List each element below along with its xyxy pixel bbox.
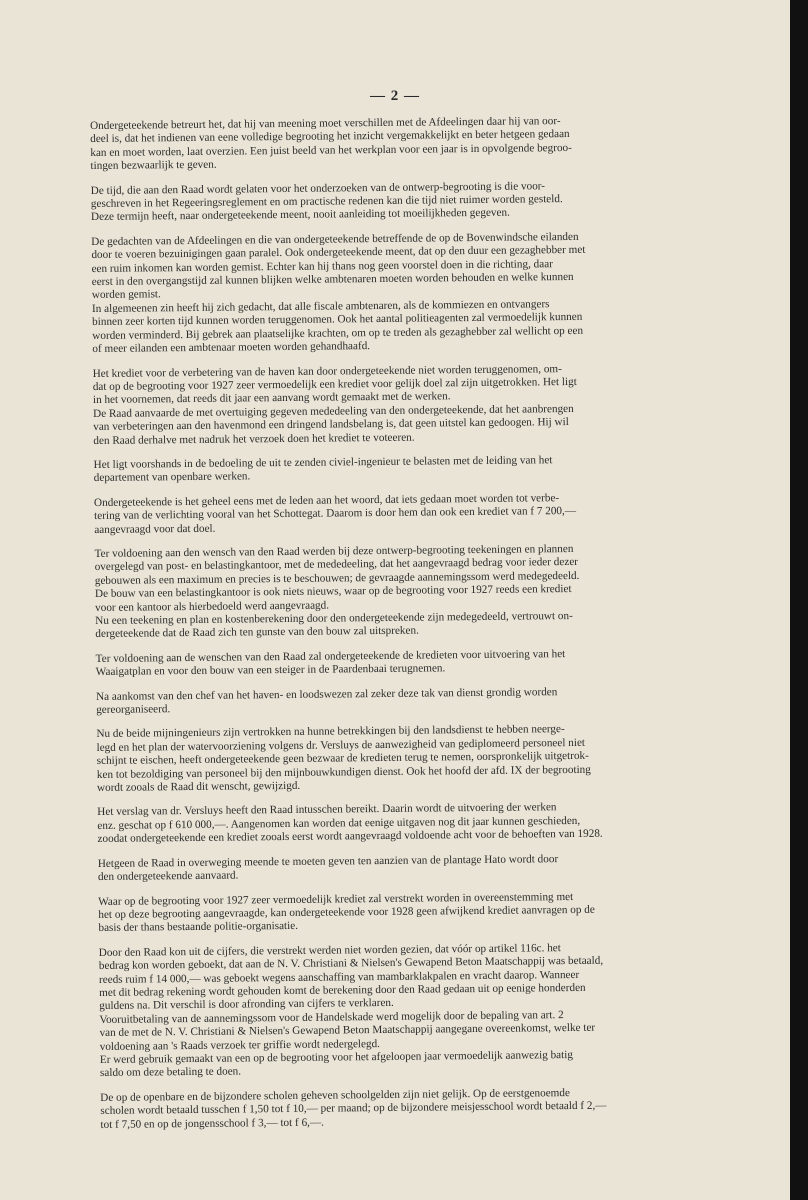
text-line: departement van openbare werken.	[93, 470, 251, 485]
text-line: door te voeren bezuinigingen gaan paralel. Ook ondergeteekende meent, dat op den duur een gezaghebber met	[91, 244, 586, 262]
text-line: dergeteekende dat de Raad zich ten gunste van den bouw zal uitspreken.	[95, 624, 419, 641]
text-line: binnen zeer korten tijd kunnen worden teruggenomen. Ook het aantal politieagenten zal vermoedelijk kunnen	[92, 311, 583, 329]
paragraph	[94, 452, 759, 486]
text-line: Nu de beide mijningenieurs zijn vertrokken na hunne betrekkingen bij den landsdienst te hebben neerge-	[96, 723, 565, 741]
text-line: ken tot bezoldiging van personeel bij den mijnbouwkundigen dienst. Ook het hoofd der afd. IX der begrooting	[96, 763, 591, 781]
text-line: Waar op de begrooting voor 1927 zeer vermoedelijk krediet zal verstrekt worden in overeenstemming met	[98, 890, 574, 908]
text-line: tering van de verlichting vooral van het Schottegat. Daarom is door hem dan ook een krediet van f 7 200,—	[94, 505, 577, 523]
paragraph	[90, 113, 756, 174]
paragraph	[93, 361, 759, 448]
text-line: saldo om deze betaling te doen.	[99, 1065, 242, 1080]
text-line: wordt zooals de Raad dit wenscht, gewijzigd.	[96, 779, 301, 795]
text-line: aangevraagd voor dat doel.	[94, 522, 216, 536]
scan-edge	[790, 0, 808, 1200]
text-line: Het ligt voorshands in de bedoeling de uit te zenden civiel-ingenieur te belasten met de leiding van het	[93, 454, 553, 471]
paragraph	[100, 1085, 765, 1132]
text-line: voldoening aan 's Raads verzoek ter griffie wordt nedergelegd.	[99, 1037, 381, 1053]
text-line: Het krediet voor de verbetering van de haven kan door ondergeteekende niet worden teruggenomen, om-	[92, 362, 562, 380]
text-line: worden gemist.	[91, 288, 161, 302]
text-line: zoodat ondergeteekende een krediet zooals eerst wordt aangevraagd voldoende acht voor de behoeften van 1928.	[97, 827, 603, 846]
text-line: van verbeteringen aan den havenmond een dringend landsbelang is, dat geen uitstel kan gedoogen. Hij wil	[93, 416, 569, 434]
text-line: het op deze begrooting aangevraagde, kan ondergeteekende voor 1928 geen afwijkend krediet aanvragen op de	[98, 903, 595, 921]
text-line: met dit bedrag rekening wordt gehouden komt de berekening door den Raad gedaan uit op eenige honderden	[99, 981, 586, 999]
text-line: scholen wordt betaald tusschen f 1,50 tot f 10,— per maand; op de bijzondere meisjesschool wordt betaald f 2,—	[100, 1099, 607, 1118]
text-line: dat op de begrooting voor 1927 zeer vermoedelijk een krediet voor gelijk doel zal zijn uitgetrokken. Het ligt	[92, 375, 577, 393]
text-line: Ondergeteekende betreurt het, dat hij van meening moet verschillen met de Afdeelingen daar hij van oor-	[90, 115, 561, 132]
paragraph	[94, 541, 760, 642]
text-line: Hetgeen de Raad in overweging meende te moeten geven ten aanzien van de plantage Hato wordt door	[97, 852, 559, 870]
text-line: Het verslag van dr. Versluys heeft den Raad intusschen bereikt. Daarin wordt de uitvoering der werken	[97, 801, 557, 819]
text-line: reeds ruim f 14 000,— was geboekt wegens aanschaffing van mambarklakpalen en vracht daarop. Wanneer	[98, 968, 580, 986]
text-line: gereorganiseerd.	[96, 703, 171, 716]
text-line: worden verminderd. Bij gebrek aan plaatselijke krachten, om op te treden als gezaghebber zal wellicht op een	[92, 324, 584, 342]
text-line: De bouw van een belastingkantoor is ook niets nieuws, waar op de begrooting voor 1927 reeds een krediet	[94, 583, 572, 601]
text-line: kan en moet worden, laat overzien. Een juist beeld van het werkplan voor een jaar is in opvolgende begroo-	[90, 141, 572, 159]
document-body	[90, 113, 766, 1143]
text-line: De op de openbare en de bijzondere scholen geheven schoolgelden zijn niet gelijk. Op de eerstgenoemde	[100, 1086, 570, 1104]
text-line: bedrag kon worden geboekt, dat aan de N. V. Christiani & Nielsen's Gewapend Beton Maatschappij was betaald,	[98, 954, 604, 973]
text-line: Vooruitbetaling van de aannemingssom voor de Handelskade werd mogelijk door de bepaling van art. 2	[99, 1008, 564, 1026]
text-line: gebouwen als een maximum en precies is te beschouwen; de gevraagde aannemingssom werd medegedeeld.	[94, 569, 580, 587]
text-line: eerst in den overgangstijd zal kunnen blijken welke ambtenaren moeten worden behouden en welke kunnen	[91, 271, 574, 289]
paragraph	[96, 646, 761, 680]
text-line: voor een kantoor als hierbedoeld werd aangevraagd.	[95, 599, 330, 614]
text-line: overgelegd van post- en belastingkantoor, met de mededeeling, dat het aangevraagd bedrag voor ieder dezer	[94, 556, 579, 574]
paragraph	[91, 178, 756, 225]
text-line: den Raad derhalve met nadruk het verzoek doen het krediet te voteeren.	[93, 431, 415, 447]
text-line: In algemeenen zin heeft hij zich gedacht, dat alle fiscale ambtenaren, als de kommiezen en ontvangers	[91, 298, 550, 315]
text-line: tingen bezwaarlijk te geven.	[90, 158, 217, 173]
text-line: enz. geschat op f 610 000,—. Aangenomen kan worden dat eenige uitgaven nog dit jaar kunnen geschieden,	[97, 814, 581, 832]
text-line: Ondergeteekende is het geheel eens met de leden aan het woord, dat iets gedaan moet worden tot verbe-	[93, 491, 560, 509]
text-line: legd en het plan der watervoorziening volgens dr. Versluys de aanwezigheid van gediplomeerd personeel niet	[96, 736, 586, 754]
text-line: den ondergeteekende aanvaard.	[97, 869, 239, 884]
text-line: deel is, dat het indienen van eene volledige begrooting het inzicht vergemakkelijkt en beter hetgeen gedaan	[90, 128, 570, 146]
paragraph	[98, 888, 763, 935]
text-line: of meer eilanden een ambtenaar moeten worden gehandhaafd.	[92, 340, 371, 356]
paragraph	[99, 940, 765, 1081]
paragraph	[97, 799, 762, 846]
text-line: in het voornemen, dat reeds dit jaar een aanvang wordt gemaakt met de werken.	[92, 390, 451, 407]
text-line: De gedachten van de Afdeelingen en die van ondergeteekende betreffende de op de Bovenwindsche eilanden	[91, 230, 579, 248]
paragraph	[98, 851, 763, 885]
text-line: Deze termijn heeft, naar ondergeteekende meent, nooit aanleiding tot moeilijkheden gegeven.	[90, 207, 510, 224]
paragraph	[91, 229, 757, 357]
text-line: Waaigatplan en voor den bouw van een steiger in de Paardenbaai terugnemen.	[95, 662, 446, 679]
text-line: een ruim inkomen kan worden gemist. Echter kan hij thans nog geen voorstel doen in die richting, daar	[91, 257, 553, 275]
text-line: schijnt te eischen, heeft ondergeteekende geen bezwaar de kredieten terug te nemen, oorspronkelijk uitgetrok-	[96, 750, 589, 768]
text-line: De Raad aanvaarde de met overtuiging gegeven mededeeling van den ondergeteekende, dat het aanbrengen	[93, 402, 574, 420]
text-line: van de met de N. V. Christiani & Nielsen's Gewapend Beton Maatschappij aangegane overeenkomst, welke ter	[99, 1021, 596, 1040]
text-line: guldens na. Dit verschil is door afronding van cijfers te verklaren.	[99, 997, 394, 1013]
paragraph	[96, 684, 761, 718]
text-line: tot f 7,50 en op de jongensschool f 3,— tot f 6,—.	[100, 1116, 324, 1131]
text-line: Ter voldoening aan den wensch van den Raad werden bij deze ontwerp-begrooting teekeningen en plannen	[94, 542, 574, 560]
text-line: Door den Raad kon uit de cijfers, die verstrekt werden niet worden gezien, dat vóór op artikel 116c. het	[98, 941, 561, 959]
text-line: Er werd gebruik gemaakt van een op de begrooting voor het afgeloopen jaar vermoedelijk aanwezig batig	[99, 1048, 573, 1066]
paragraph	[94, 490, 759, 537]
text-line: Na aankomst van den chef van het haven- en loodswezen zal zeker deze tak van dienst grondig worden	[95, 685, 558, 703]
text-line: basis der thans bestaande politie-organisatie.	[98, 920, 299, 935]
text-line: De tijd, die aan den Raad wordt gelaten voor het onderzoeken van de ontwerp-begrooting is die voor-	[90, 179, 546, 197]
text-line: Nu een teekening en plan en kostenberekening door den ondergeteekende zijn medegedeeld, vertrouwt on-	[95, 609, 573, 627]
page-number: — 2 —	[370, 88, 420, 104]
paragraph	[96, 721, 762, 795]
text-line: Ter voldoening aan de wenschen van den Raad zal ondergeteekende de kredieten voor uitvoering van het	[95, 647, 566, 665]
text-line: geschreven in het Regeeringsreglement en om practische redenen kan die tijd niet ruimer worden gesteld.	[90, 193, 563, 211]
